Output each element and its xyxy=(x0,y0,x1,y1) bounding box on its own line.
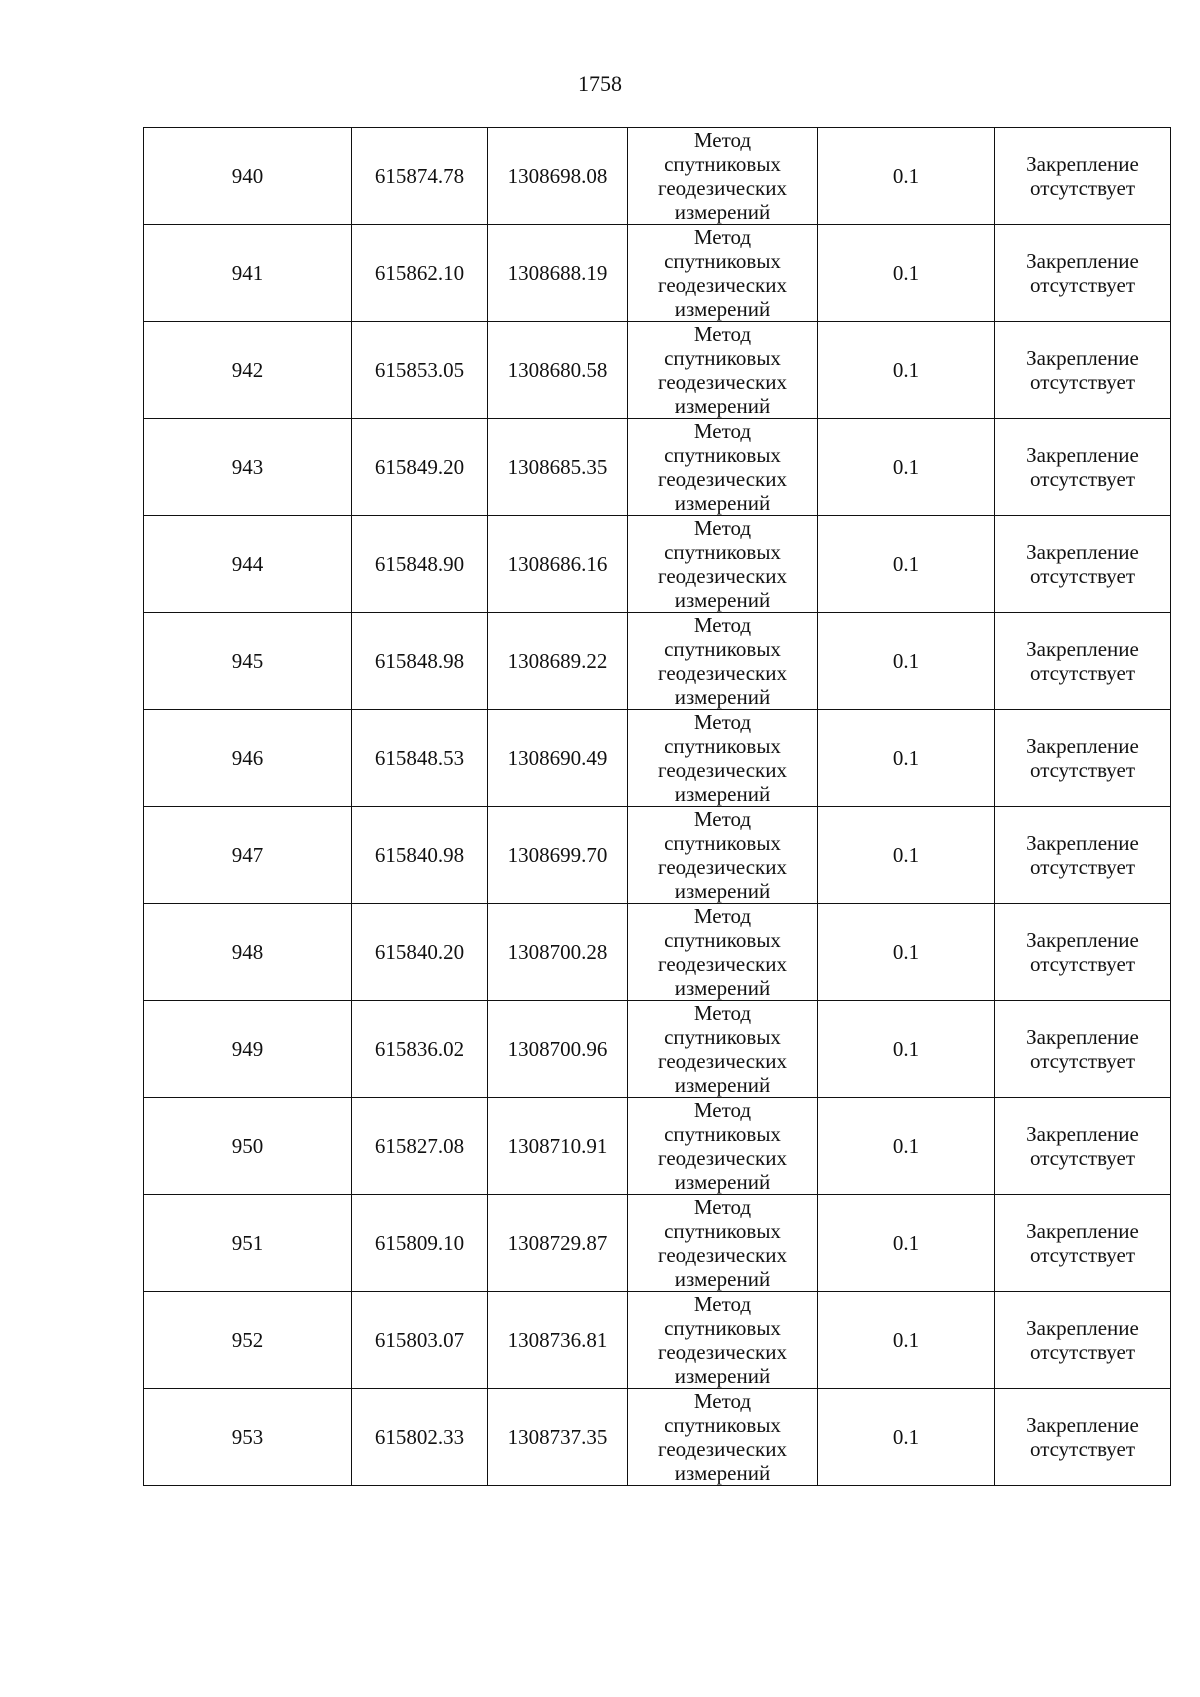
point-number-cell: 946 xyxy=(144,710,352,807)
method-line: спутниковых xyxy=(664,540,781,564)
fixing-cell xyxy=(995,710,1171,807)
y-coordinate-cell: 1308686.16 xyxy=(488,516,628,613)
method-line: Метод xyxy=(693,322,752,346)
point-number-cell: 953 xyxy=(144,1389,352,1486)
accuracy-cell: 0.1 xyxy=(818,904,995,1001)
fixing-line: Закрепление xyxy=(1026,1413,1139,1437)
method-line: спутниковых xyxy=(664,1025,781,1049)
method-line: геодезических xyxy=(657,273,787,297)
x-coordinate-cell: 615802.33 xyxy=(352,1389,488,1486)
point-number-cell: 948 xyxy=(144,904,352,1001)
x-coordinate-cell: 615874.78 xyxy=(352,128,488,225)
fixing-line: отсутствует xyxy=(1029,855,1136,879)
fixing-cell xyxy=(995,904,1171,1001)
method-cell xyxy=(628,419,818,516)
accuracy-cell: 0.1 xyxy=(818,710,995,807)
method-line: спутниковых xyxy=(664,734,781,758)
fixing-line: Закрепление xyxy=(1026,346,1139,370)
fixing-line: отсутствует xyxy=(1029,564,1136,588)
fixing-line: отсутствует xyxy=(1029,273,1136,297)
method-line: измерений xyxy=(674,879,771,903)
method-line: Метод xyxy=(693,904,752,928)
method-cell xyxy=(628,1001,818,1098)
method-line: Метод xyxy=(693,613,752,637)
point-number-cell: 949 xyxy=(144,1001,352,1098)
method-line: геодезических xyxy=(657,467,787,491)
method-line: геодезических xyxy=(657,176,787,200)
y-coordinate-cell: 1308690.49 xyxy=(488,710,628,807)
accuracy-cell: 0.1 xyxy=(818,1001,995,1098)
x-coordinate-cell: 615827.08 xyxy=(352,1098,488,1195)
table-row xyxy=(144,1389,1171,1486)
point-number-cell: 950 xyxy=(144,1098,352,1195)
method-line: измерений xyxy=(674,1267,771,1291)
table-row xyxy=(144,904,1171,1001)
method-line: спутниковых xyxy=(664,1219,781,1243)
fixing-line: отсутствует xyxy=(1029,661,1136,685)
method-line: спутниковых xyxy=(664,1316,781,1340)
method-line: спутниковых xyxy=(664,346,781,370)
method-cell xyxy=(628,1389,818,1486)
method-line: измерений xyxy=(674,297,771,321)
method-line: Метод xyxy=(693,128,752,152)
x-coordinate-cell: 615840.98 xyxy=(352,807,488,904)
method-line: Метод xyxy=(693,1098,752,1122)
point-number-cell: 951 xyxy=(144,1195,352,1292)
fixing-line: отсутствует xyxy=(1029,1146,1136,1170)
method-cell xyxy=(628,710,818,807)
method-line: геодезических xyxy=(657,1146,787,1170)
fixing-line: Закрепление xyxy=(1026,249,1139,273)
method-line: измерений xyxy=(674,1461,771,1485)
fixing-cell xyxy=(995,225,1171,322)
method-line: геодезических xyxy=(657,1340,787,1364)
x-coordinate-cell: 615840.20 xyxy=(352,904,488,1001)
method-line: Метод xyxy=(693,710,752,734)
fixing-line: Закрепление xyxy=(1026,1219,1139,1243)
fixing-cell xyxy=(995,1098,1171,1195)
method-cell xyxy=(628,613,818,710)
table-row xyxy=(144,516,1171,613)
table-row xyxy=(144,1098,1171,1195)
x-coordinate-cell: 615809.10 xyxy=(352,1195,488,1292)
method-line: спутниковых xyxy=(664,831,781,855)
table-row xyxy=(144,710,1171,807)
fixing-line: отсутствует xyxy=(1029,1049,1136,1073)
table-row xyxy=(144,322,1171,419)
accuracy-cell: 0.1 xyxy=(818,807,995,904)
y-coordinate-cell: 1308680.58 xyxy=(488,322,628,419)
accuracy-cell: 0.1 xyxy=(818,1195,995,1292)
fixing-cell xyxy=(995,419,1171,516)
method-cell xyxy=(628,128,818,225)
fixing-line: Закрепление xyxy=(1026,637,1139,661)
method-line: геодезических xyxy=(657,661,787,685)
x-coordinate-cell: 615853.05 xyxy=(352,322,488,419)
fixing-line: Закрепление xyxy=(1026,152,1139,176)
accuracy-cell: 0.1 xyxy=(818,1389,995,1486)
fixing-line: отсутствует xyxy=(1029,370,1136,394)
method-line: Метод xyxy=(693,1389,752,1413)
point-number-cell: 944 xyxy=(144,516,352,613)
y-coordinate-cell: 1308689.22 xyxy=(488,613,628,710)
method-line: спутниковых xyxy=(664,249,781,273)
fixing-line: Закрепление xyxy=(1026,734,1139,758)
fixing-line: отсутствует xyxy=(1029,467,1136,491)
y-coordinate-cell: 1308729.87 xyxy=(488,1195,628,1292)
coordinates-table xyxy=(143,127,1171,1486)
point-number-cell: 952 xyxy=(144,1292,352,1389)
fixing-line: Закрепление xyxy=(1026,928,1139,952)
x-coordinate-cell: 615848.98 xyxy=(352,613,488,710)
fixing-line: Закрепление xyxy=(1026,1122,1139,1146)
method-line: спутниковых xyxy=(664,443,781,467)
y-coordinate-cell: 1308700.28 xyxy=(488,904,628,1001)
method-line: измерений xyxy=(674,1364,771,1388)
method-line: Метод xyxy=(693,1001,752,1025)
fixing-line: отсутствует xyxy=(1029,1340,1136,1364)
method-cell xyxy=(628,516,818,613)
method-line: измерений xyxy=(674,200,771,224)
point-number-cell: 941 xyxy=(144,225,352,322)
method-cell xyxy=(628,225,818,322)
method-line: Метод xyxy=(693,807,752,831)
fixing-cell xyxy=(995,1389,1171,1486)
method-line: спутниковых xyxy=(664,1122,781,1146)
fixing-cell xyxy=(995,128,1171,225)
method-cell xyxy=(628,1098,818,1195)
method-line: спутниковых xyxy=(664,928,781,952)
table-row xyxy=(144,419,1171,516)
method-line: геодезических xyxy=(657,564,787,588)
method-line: геодезических xyxy=(657,1437,787,1461)
table-row xyxy=(144,128,1171,225)
y-coordinate-cell: 1308688.19 xyxy=(488,225,628,322)
table-row xyxy=(144,1195,1171,1292)
accuracy-cell: 0.1 xyxy=(818,128,995,225)
x-coordinate-cell: 615849.20 xyxy=(352,419,488,516)
accuracy-cell: 0.1 xyxy=(818,613,995,710)
fixing-cell xyxy=(995,516,1171,613)
method-line: геодезических xyxy=(657,370,787,394)
method-line: измерений xyxy=(674,685,771,709)
table-row xyxy=(144,1292,1171,1389)
method-cell xyxy=(628,904,818,1001)
fixing-cell xyxy=(995,613,1171,710)
x-coordinate-cell: 615836.02 xyxy=(352,1001,488,1098)
method-line: Метод xyxy=(693,1195,752,1219)
method-line: измерений xyxy=(674,1073,771,1097)
method-line: геодезических xyxy=(657,952,787,976)
fixing-line: Закрепление xyxy=(1026,1316,1139,1340)
fixing-cell xyxy=(995,807,1171,904)
fixing-line: отсутствует xyxy=(1029,758,1136,782)
fixing-cell xyxy=(995,322,1171,419)
y-coordinate-cell: 1308737.35 xyxy=(488,1389,628,1486)
method-cell xyxy=(628,1292,818,1389)
fixing-line: Закрепление xyxy=(1026,443,1139,467)
coordinates-table-body xyxy=(144,128,1171,1486)
y-coordinate-cell: 1308685.35 xyxy=(488,419,628,516)
point-number-cell: 943 xyxy=(144,419,352,516)
fixing-line: отсутствует xyxy=(1029,176,1136,200)
table-row xyxy=(144,807,1171,904)
method-line: измерений xyxy=(674,782,771,806)
point-number-cell: 942 xyxy=(144,322,352,419)
x-coordinate-cell: 615848.90 xyxy=(352,516,488,613)
fixing-line: Закрепление xyxy=(1026,831,1139,855)
method-line: спутниковых xyxy=(664,152,781,176)
x-coordinate-cell: 615803.07 xyxy=(352,1292,488,1389)
y-coordinate-cell: 1308710.91 xyxy=(488,1098,628,1195)
method-cell xyxy=(628,807,818,904)
method-cell xyxy=(628,322,818,419)
y-coordinate-cell: 1308700.96 xyxy=(488,1001,628,1098)
fixing-line: отсутствует xyxy=(1029,952,1136,976)
method-line: Метод xyxy=(693,516,752,540)
accuracy-cell: 0.1 xyxy=(818,1098,995,1195)
point-number-cell: 940 xyxy=(144,128,352,225)
table-row xyxy=(144,613,1171,710)
method-line: спутниковых xyxy=(664,637,781,661)
accuracy-cell: 0.1 xyxy=(818,516,995,613)
method-cell xyxy=(628,1195,818,1292)
method-line: измерений xyxy=(674,394,771,418)
method-line: Метод xyxy=(693,419,752,443)
fixing-line: отсутствует xyxy=(1029,1243,1136,1267)
x-coordinate-cell: 615862.10 xyxy=(352,225,488,322)
method-line: геодезических xyxy=(657,855,787,879)
table-row xyxy=(144,1001,1171,1098)
method-line: геодезических xyxy=(657,758,787,782)
method-line: Метод xyxy=(693,225,752,249)
point-number-cell: 945 xyxy=(144,613,352,710)
accuracy-cell: 0.1 xyxy=(818,1292,995,1389)
table-row xyxy=(144,225,1171,322)
method-line: спутниковых xyxy=(664,1413,781,1437)
y-coordinate-cell: 1308736.81 xyxy=(488,1292,628,1389)
fixing-line: Закрепление xyxy=(1026,540,1139,564)
x-coordinate-cell: 615848.53 xyxy=(352,710,488,807)
fixing-line: Закрепление xyxy=(1026,1025,1139,1049)
point-number-cell: 947 xyxy=(144,807,352,904)
fixing-cell xyxy=(995,1292,1171,1389)
method-line: Метод xyxy=(693,1292,752,1316)
accuracy-cell: 0.1 xyxy=(818,419,995,516)
page-number: 1758 xyxy=(578,71,622,96)
accuracy-cell: 0.1 xyxy=(818,322,995,419)
fixing-cell xyxy=(995,1001,1171,1098)
y-coordinate-cell: 1308698.08 xyxy=(488,128,628,225)
method-line: геодезических xyxy=(657,1243,787,1267)
method-line: измерений xyxy=(674,588,771,612)
method-line: геодезических xyxy=(657,1049,787,1073)
y-coordinate-cell: 1308699.70 xyxy=(488,807,628,904)
method-line: измерений xyxy=(674,491,771,515)
fixing-cell xyxy=(995,1195,1171,1292)
method-line: измерений xyxy=(674,976,771,1000)
fixing-line: отсутствует xyxy=(1029,1437,1136,1461)
accuracy-cell: 0.1 xyxy=(818,225,995,322)
method-line: измерений xyxy=(674,1170,771,1194)
